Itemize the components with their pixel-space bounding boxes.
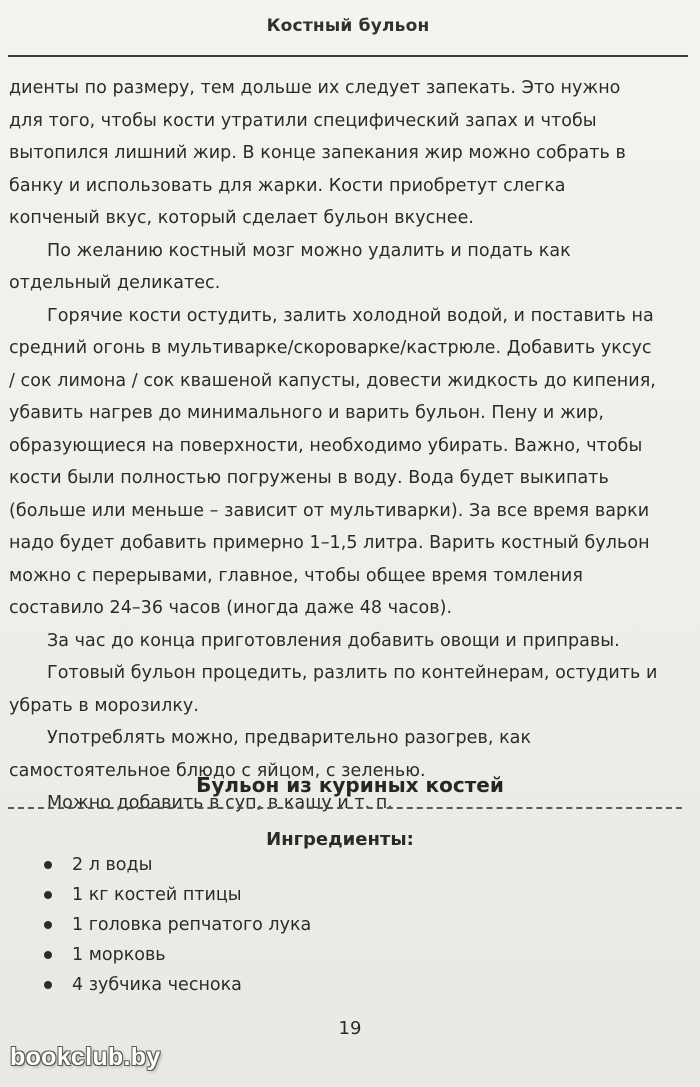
- paragraph-continued: диенты по размеру, тем дольше их следует запекать. Это нужно для того, чтобы кости утратили специфический запах и чтобы вытопился лишний жир. В конце запекания жир можно собрать в банку и использовать для жарки. Кости приобретут слегка копченый вкус, который сделает бульон вкуснее.: [9, 78, 626, 228]
- ingredient-list: [42, 850, 311, 1000]
- ingredients-heading: Ингредиенты:: [266, 829, 414, 850]
- bullet-icon: [44, 891, 52, 899]
- bullet-icon: [44, 921, 52, 929]
- page-number: 19: [338, 1018, 362, 1039]
- paragraph-usage: Можно добавить в суп, в кашу и т. п.: [47, 793, 393, 813]
- bullet-icon: [44, 981, 52, 989]
- ingredient-item: [42, 940, 311, 970]
- ingredient-label: 1 морковь: [72, 945, 166, 965]
- ingredient-label: 2 л воды: [72, 855, 153, 875]
- paragraph-cooking: Горячие кости остудить, залить холодной водой, и поставить на средний огонь в мультиварке/скороварке/кастрюле. Добавить уксус / сок лимона / сок квашеной капусты, довести жидкость до кипения, убавить нагрев до минимального и варить бульон. Пену и жир, образующиеся на поверхности, необходимо убирать. Важно, чтобы кости были полностью погружены в воду. Вода будет выкипать (больше или меньше – зависит от мультиварки). За все время варки надо будет добавить примерно 1–1,5 литра. Варить костный бульон можно с перерывами, главное, чтобы общее время томления составило 24–36 часов (иногда даже 48 часов).: [9, 305, 656, 618]
- ingredient-item: [42, 880, 311, 910]
- ingredient-label: 1 кг костей птицы: [72, 885, 242, 905]
- paragraph-marrow: По желанию костный мозг можно удалить и подать как отдельный деликатес.: [9, 240, 571, 293]
- ingredient-label: 4 зубчика чеснока: [72, 975, 242, 995]
- paragraph-serving: Употреблять можно, предварительно разогрев, как самостоятельное блюдо с яйцом, с зеленью.: [9, 728, 532, 781]
- ingredient-item: [42, 970, 311, 1000]
- ingredient-label: 1 головка репчатого лука: [72, 915, 312, 935]
- running-header-title: Костный бульон: [266, 16, 430, 36]
- paragraph-vegetables: За час до конца приготовления добавить овощи и приправы.: [47, 630, 620, 651]
- running-header: [8, 0, 688, 57]
- section-divider: [8, 807, 682, 809]
- ingredient-item: [42, 910, 311, 940]
- section-title: Бульон из куриных костей: [196, 773, 504, 797]
- ingredient-item: [42, 850, 311, 880]
- paragraph-storage: Готовый бульон процедить, разлить по контейнерам, остудить и убрать в морозилку.: [9, 663, 658, 716]
- bullet-icon: [44, 861, 52, 869]
- bullet-icon: [44, 951, 52, 959]
- watermark: bookclub.by: [10, 1043, 161, 1071]
- recipe-body-text: [9, 72, 659, 820]
